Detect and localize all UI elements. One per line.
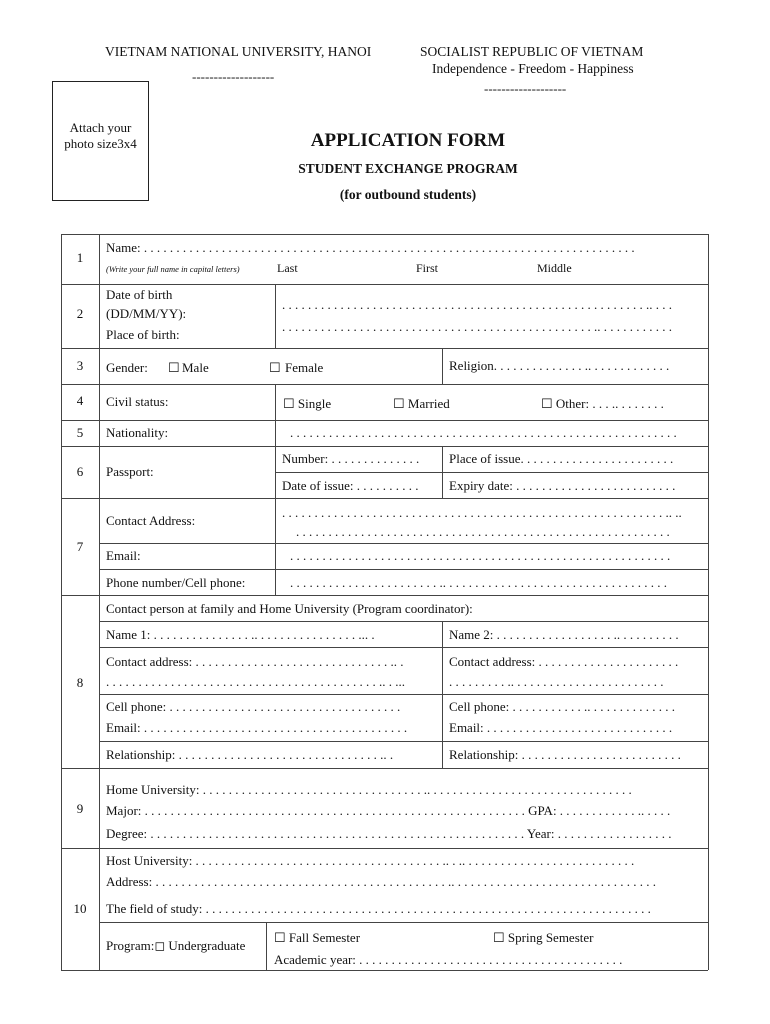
republic-divider: ------------------- [484,81,567,96]
full-name-field[interactable]: Name: . . . . . . . . . . . . . . . . . . . . . . . . . . . . . . . . . . . . . . . . . . . . . . . . . . . . . . . . . . . . . . . . . . . . . . . . . . . . [106,240,635,255]
email-1-field[interactable]: Email: . . . . . . . . . . . . . . . . . . . . . . . . . . . . . . . . . . . . . . . . . [106,720,408,735]
contact-address-1-field[interactable]: Contact address: . . . . . . . . . . . . . . . . . . . . . . . . . . . . . . .. . [106,654,404,669]
passport-place-field[interactable]: Place of issue. . . . . . . . . . . . . . . . . . . . . . . . [449,451,674,466]
passport-issue-date-field[interactable]: Date of issue: . . . . . . . . . . [282,478,419,493]
contact-address-1-line2[interactable]: . . . . . . . . . . . . . . . . . . . . . . . . . . . . . . . . . . . . . . . . . . .. . ... [106,674,405,689]
male-label: Male [182,360,209,375]
email-2-field[interactable]: Email: . . . . . . . . . . . . . . . . . . . . . . . . . . . . . [449,720,673,735]
contact-address-label: Contact Address: [106,513,196,528]
row-number: 5 [76,425,84,440]
host-university-field[interactable]: Host University: . . . . . . . . . . . . . . . . . . . . . . . . . . . . . . . . . . . . . . .. . .. . . . . . . . . . . . . . . . . . . . . . . . . . . [106,853,635,868]
contact-address-field-2[interactable]: . . . . . . . . . . . . . . . . . . . . . . . . . . . . . . . . . . . . . . . . . . . . . . . . . . . . . . . . . . [296,524,670,539]
phone-label: Phone number/Cell phone: [106,575,246,590]
spring-semester-checkbox[interactable]: ☐ Spring Semester [493,930,594,945]
name-hint: (Write your full name in capital letters) [106,264,240,274]
birthplace-label: Place of birth: [106,327,180,342]
university-name: VIETNAM NATIONAL UNIVERSITY, HANOI [105,44,372,59]
cell-phone-2-field[interactable]: Cell phone: . . . . . . . . . . . .. . . . . . . . . . . . . . [449,699,676,714]
other-status-checkbox[interactable]: ☐ Other: . . . .. . . . . . . . [541,396,664,411]
program-undergraduate-checkbox[interactable]: Program:◻ Undergraduate [106,938,246,953]
relationship-2-field[interactable]: Relationship: . . . . . . . . . . . . . . . . . . . . . . . . . [449,747,681,762]
photo-label-line1: Attach your [69,120,132,135]
program-title: STUDENT EXCHANGE PROGRAM [298,161,518,176]
form-title: APPLICATION FORM [310,130,506,151]
national-motto: Independence - Freedom - Happiness [432,61,634,76]
row-number: 8 [76,675,84,690]
fall-semester-checkbox[interactable]: ☐ Fall Semester [274,930,361,945]
male-checkbox[interactable]: ☐ [168,360,180,375]
birthplace-field[interactable]: . . . . . . . . . . . . . . . . . . . . . . . . . . . . . . . . . . . . . . . . . . . . . . . . .. . . . . . . . . . . . [282,319,672,334]
nationality-label: Nationality: [106,425,169,440]
dob-label: Date of birth [106,287,173,302]
photo-placeholder[interactable] [52,81,149,201]
contact-address-2-field[interactable]: Contact address: . . . . . . . . . . . . . . . . . . . . . . [449,654,679,669]
email-label: Email: [106,548,141,563]
nationality-field[interactable]: . . . . . . . . . . . . . . . . . . . . . . . . . . . . . . . . . . . . . . . . . . . . . . . . . . . . . . . . . . . . [290,425,677,440]
row-number: 4 [76,393,84,408]
dob-format-label: (DD/MM/YY): [106,306,187,321]
field-of-study-field[interactable]: The field of study: . . . . . . . . . . . . . . . . . . . . . . . . . . . . . . . . . . . . . . . . . . . . . . . . . . . . . . . . . . . . . . . . . . . . . [106,901,651,916]
passport-expiry-field[interactable]: Expiry date: . . . . . . . . . . . . . . . . . . . . . . . . . [449,478,676,493]
phone-field[interactable]: . . . . . . . . . . . . . . . . . . . . . . . .. . . . . . . . . . . . . . . . . . . . . . . . . . . . . . . . . . . [290,575,667,590]
row-number: 2 [76,306,84,321]
contact-name-2-field[interactable]: Name 2: . . . . . . . . . . . . . . . . . . .. . . . . . . . . . [449,627,679,642]
row-number: 6 [76,464,84,479]
gender-label: Gender: [106,360,148,375]
female-checkbox[interactable]: ☐ [269,360,281,375]
home-university-field[interactable]: Home University: . . . . . . . . . . . . . . . . . . . . . . . . . . . . . . . . . . .. . . . . . . . . . . . . . . . . . . . . . . . . . . . . . . . [106,782,632,797]
row-number: 10 [73,901,87,916]
contact-address-2-line2[interactable]: . . . . . . . . . .. . . . . . . . . . . . . . . . . . . . . . . . [449,674,664,689]
row-number: 3 [76,358,84,373]
university-divider: ------------------- [192,69,275,84]
row-number: 1 [76,250,84,265]
dob-field[interactable]: . . . . . . . . . . . . . . . . . . . . . . . . . . . . . . . . . . . . . . . . . . . . . . . . . . . . . . . . .. . . . [282,297,672,312]
photo-label-line2: photo size3x4 [64,136,137,151]
republic-name: SOCIALIST REPUBLIC OF VIETNAM [420,44,644,59]
female-label: Female [285,360,324,375]
contact-person-heading: Contact person at family and Home University (Program coordinator): [106,601,473,616]
religion-field[interactable]: Religion. . . . . . . . . . . . . . .. . . . . . . . . . . . . [449,358,670,373]
major-gpa-field[interactable]: Major: . . . . . . . . . . . . . . . . . . . . . . . . . . . . . . . . . . . . . . . . . . . . . . . . . . . . . . . . . . . GPA: . . . . . . . . . . . . .. . . . . [106,803,671,818]
relationship-1-field[interactable]: Relationship: . . . . . . . . . . . . . . . . . . . . . . . . . . . . . . . .. . [106,747,394,762]
last-name-label: Last [277,261,298,275]
single-checkbox[interactable]: ☐ Single [283,396,332,411]
contact-name-1-field[interactable]: Name 1: . . . . . . . . . . . . . . . .. . . . . . . . . . . . . . . . ... . [106,627,375,642]
passport-number-field[interactable]: Number: . . . . . . . . . . . . . . [282,451,420,466]
contact-address-field[interactable]: . . . . . . . . . . . . . . . . . . . . . . . . . . . . . . . . . . . . . . . . . . . . . . . . . . . . . . . . . . . .. .. [282,505,682,520]
degree-year-field[interactable]: Degree: . . . . . . . . . . . . . . . . . . . . . . . . . . . . . . . . . . . . . . . . . . . . . . . . . . . . . . . . . . Year: . . . . . . . . . . . . . . . . . . [106,826,672,841]
row-number: 7 [76,539,84,554]
cell-phone-1-field[interactable]: Cell phone: . . . . . . . . . . . . . . . . . . . . . . . . . . . . . . . . . . . . [106,699,401,714]
academic-year-field[interactable]: Academic year: . . . . . . . . . . . . . . . . . . . . . . . . . . . . . . . . . . . . . . . . . [274,952,623,967]
host-address-field[interactable]: Address: . . . . . . . . . . . . . . . . . . . . . . . . . . . . . . . . . . . . . . . . . . . . . .. . . . . . . . . . . . . . . . . . . . . . . . . . . . . . . . [106,874,656,889]
row-number: 9 [76,801,84,816]
passport-label: Passport: [106,464,154,479]
civil-status-label: Civil status: [106,394,169,409]
program-note: (for outbound students) [339,187,477,202]
email-field[interactable]: . . . . . . . . . . . . . . . . . . . . . . . . . . . . . . . . . . . . . . . . . . . . . . . . . . . . . . . . . . . [290,548,671,563]
married-checkbox[interactable]: ☐ Married [393,396,450,411]
middle-name-label: Middle [537,261,572,275]
first-name-label: First [416,261,439,275]
